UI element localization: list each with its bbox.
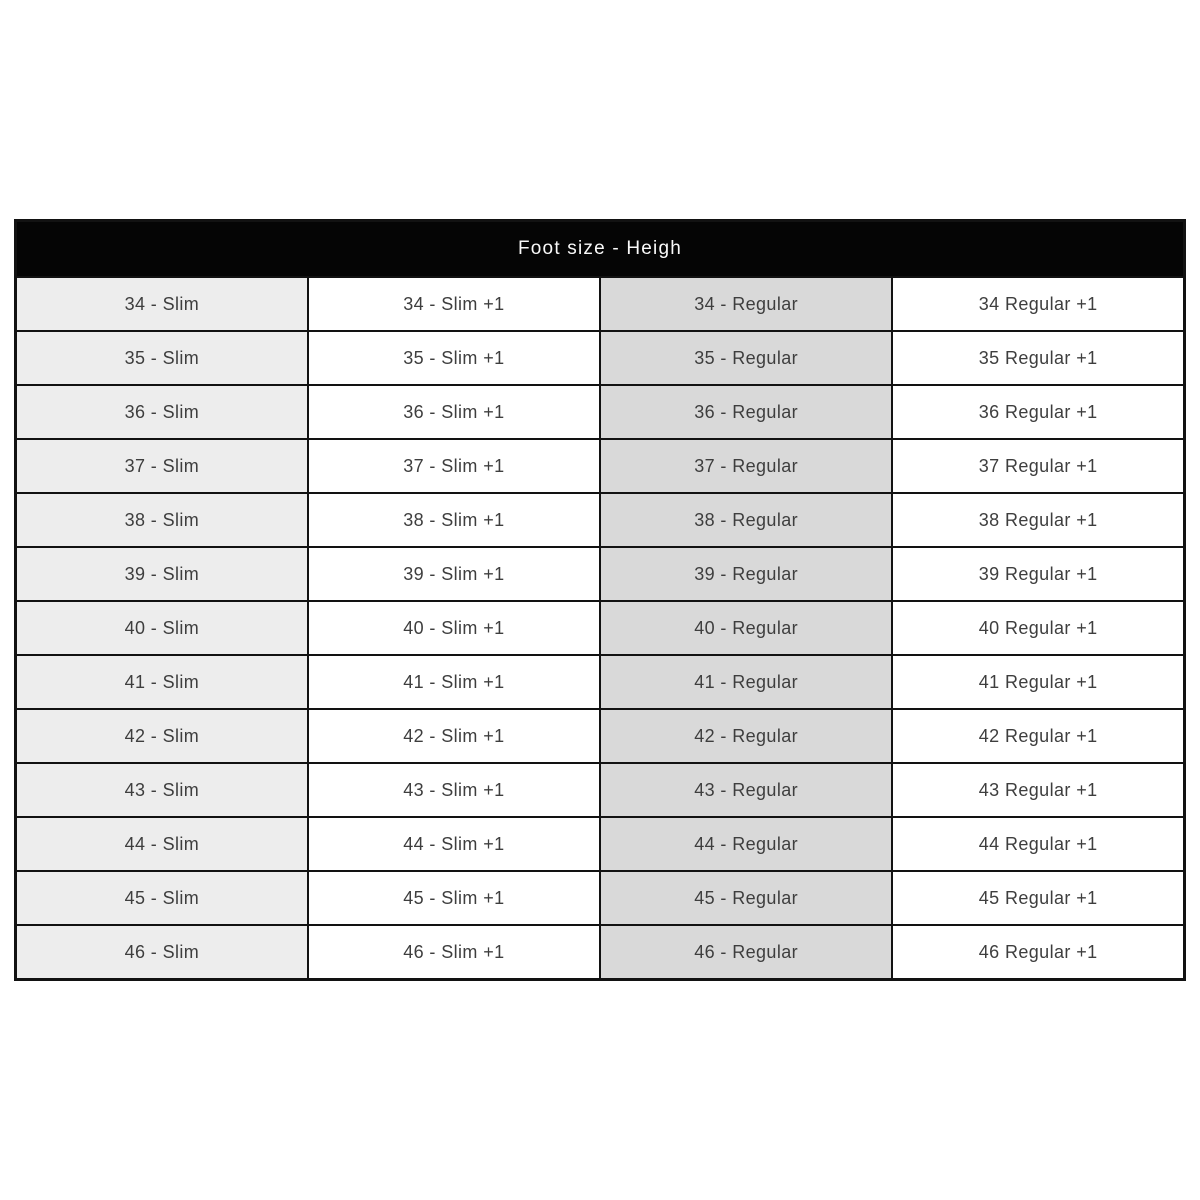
table-row (16, 547, 1185, 601)
table-cell: 43 - Slim +1 (308, 763, 600, 817)
table-cell: 39 - Slim +1 (308, 547, 600, 601)
table-cell: 46 - Regular (600, 925, 892, 980)
table-cell: 45 - Slim +1 (308, 871, 600, 925)
table-row (16, 817, 1185, 871)
table-row (16, 601, 1185, 655)
table-cell: 37 - Slim (16, 439, 308, 493)
table-header (16, 221, 1185, 278)
table-header-row (16, 221, 1185, 278)
table-cell: 34 Regular +1 (892, 277, 1184, 331)
table-cell: 46 - Slim (16, 925, 308, 980)
table-cell: 41 - Slim (16, 655, 308, 709)
table-row (16, 655, 1185, 709)
table-row (16, 709, 1185, 763)
table-cell: 39 - Regular (600, 547, 892, 601)
table-cell: 46 Regular +1 (892, 925, 1184, 980)
table-row (16, 385, 1185, 439)
table-cell: 44 - Slim (16, 817, 308, 871)
table-row (16, 493, 1185, 547)
table-cell: 36 - Regular (600, 385, 892, 439)
table-cell: 38 - Slim (16, 493, 308, 547)
foot-size-table (14, 219, 1186, 981)
table-cell: 35 - Regular (600, 331, 892, 385)
table-cell: 40 Regular +1 (892, 601, 1184, 655)
table-cell: 40 - Slim +1 (308, 601, 600, 655)
table-cell: 41 Regular +1 (892, 655, 1184, 709)
table-cell: 38 Regular +1 (892, 493, 1184, 547)
table-cell: 39 - Slim (16, 547, 308, 601)
table-body (16, 277, 1185, 980)
table-row (16, 277, 1185, 331)
table-cell: 42 - Slim +1 (308, 709, 600, 763)
table-cell: 34 - Slim (16, 277, 308, 331)
table-cell: 38 - Regular (600, 493, 892, 547)
table-cell: 40 - Slim (16, 601, 308, 655)
table-cell: 39 Regular +1 (892, 547, 1184, 601)
table-cell: 44 Regular +1 (892, 817, 1184, 871)
table-cell: 46 - Slim +1 (308, 925, 600, 980)
table-cell: 44 - Slim +1 (308, 817, 600, 871)
table-cell: 34 - Regular (600, 277, 892, 331)
table-cell: 43 - Slim (16, 763, 308, 817)
table-cell: 36 - Slim +1 (308, 385, 600, 439)
table-cell: 40 - Regular (600, 601, 892, 655)
table-title: Foot size - Heigh (16, 221, 1185, 278)
table-cell: 43 - Regular (600, 763, 892, 817)
table-row (16, 763, 1185, 817)
table-cell: 38 - Slim +1 (308, 493, 600, 547)
table-row (16, 439, 1185, 493)
table-row (16, 331, 1185, 385)
table-cell: 44 - Regular (600, 817, 892, 871)
table-cell: 45 - Slim (16, 871, 308, 925)
table-cell: 35 - Slim (16, 331, 308, 385)
table-cell: 45 Regular +1 (892, 871, 1184, 925)
table-cell: 37 - Regular (600, 439, 892, 493)
table-cell: 42 Regular +1 (892, 709, 1184, 763)
table-cell: 41 - Regular (600, 655, 892, 709)
table-cell: 45 - Regular (600, 871, 892, 925)
table-cell: 43 Regular +1 (892, 763, 1184, 817)
table-cell: 42 - Slim (16, 709, 308, 763)
table-cell: 35 - Slim +1 (308, 331, 600, 385)
table-cell: 42 - Regular (600, 709, 892, 763)
table-row (16, 925, 1185, 980)
table-cell: 37 Regular +1 (892, 439, 1184, 493)
table-cell: 41 - Slim +1 (308, 655, 600, 709)
size-chart-container (14, 219, 1186, 981)
table-row (16, 871, 1185, 925)
table-cell: 34 - Slim +1 (308, 277, 600, 331)
table-cell: 36 - Slim (16, 385, 308, 439)
table-cell: 37 - Slim +1 (308, 439, 600, 493)
table-cell: 36 Regular +1 (892, 385, 1184, 439)
table-cell: 35 Regular +1 (892, 331, 1184, 385)
